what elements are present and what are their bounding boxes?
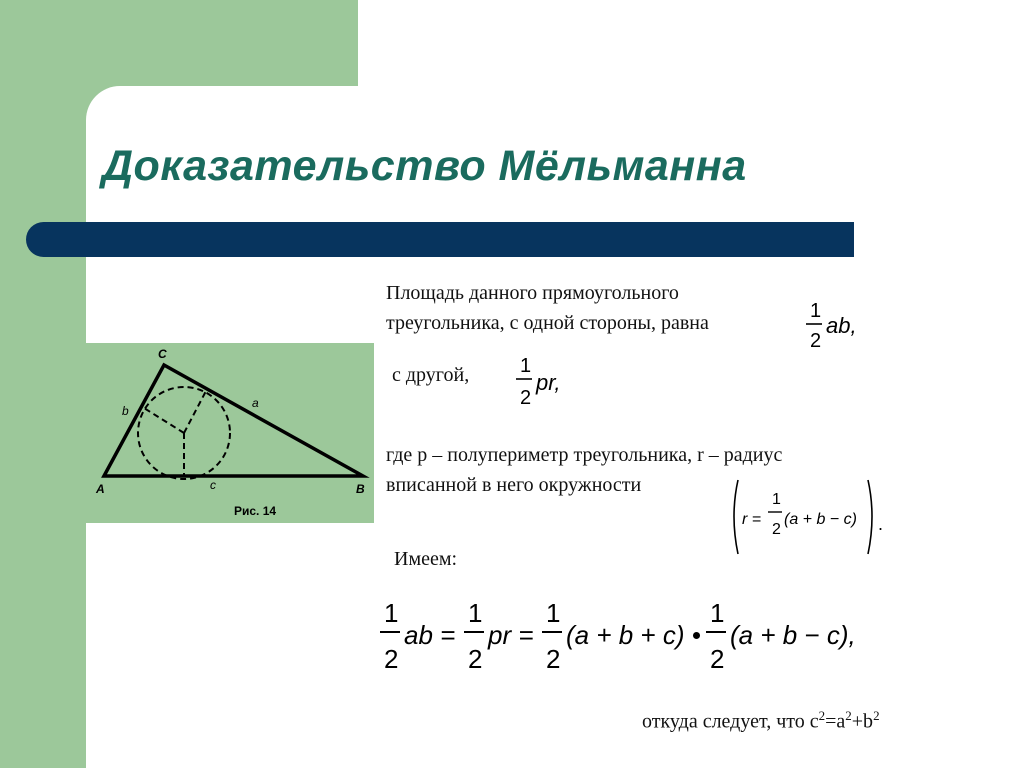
big-term-2: pr =	[488, 620, 534, 650]
side-label-a: a	[252, 396, 259, 410]
right-paren	[868, 480, 872, 554]
big-term-3: (a + b + c) •	[566, 620, 701, 650]
text-line-3: с другой,	[392, 364, 470, 386]
big-term-4: (a + b − c),	[730, 620, 856, 650]
side-label-c: c	[210, 478, 216, 492]
conclusion-text	[642, 708, 880, 734]
abc-minus-term: (a + b − c)	[784, 511, 857, 528]
big-half-den-1: 2	[384, 644, 399, 674]
title-underline-bar	[26, 222, 854, 257]
big-half-num-3: 1	[546, 598, 561, 628]
text-line-6: Имеем:	[394, 548, 458, 570]
side-label-b: b	[122, 404, 129, 418]
half-num: 1	[810, 300, 822, 322]
big-half-den-4: 2	[710, 644, 725, 674]
left-paren	[734, 480, 738, 554]
white-top-area	[358, 0, 1024, 86]
sup-c: 2	[818, 708, 826, 723]
text-line-1: Площадь данного прямоугольного	[386, 282, 679, 304]
sup-a: 2	[845, 708, 852, 723]
triangle-diagram	[86, 343, 374, 523]
text-line-4: где p – полупериметр треугольника, r – радиус	[386, 444, 783, 466]
sup-b: 2	[873, 708, 880, 723]
vertex-label-b: B	[356, 482, 365, 496]
formula-half-pr	[510, 348, 580, 418]
big-half-num-1: 1	[384, 598, 399, 628]
conclusion-pre: откуда следует, что c	[642, 710, 819, 733]
r-equals: r =	[742, 511, 762, 528]
half-den-3: 2	[772, 521, 781, 538]
big-half-num-4: 1	[710, 598, 725, 628]
big-half-num-2: 1	[468, 598, 483, 628]
big-half-den-2: 2	[468, 644, 483, 674]
text-line-2: треугольника, с одной стороны, равна	[386, 312, 709, 334]
period: .	[878, 514, 884, 534]
big-half-den-3: 2	[546, 644, 561, 674]
conclusion-mid: =a	[825, 710, 846, 733]
radius-to-a	[184, 391, 206, 433]
triangle-figure	[86, 343, 374, 523]
text-line-5: вписанной в него окружности	[386, 474, 642, 496]
vertex-label-a: A	[96, 482, 105, 496]
half-den-2: 2	[520, 387, 532, 409]
ab-term: ab,	[826, 313, 857, 338]
figure-caption: Рис. 14	[234, 504, 277, 518]
half-num-3: 1	[772, 491, 781, 508]
radius-to-b	[144, 408, 184, 433]
pr-term: pr,	[536, 370, 561, 395]
half-num-2: 1	[520, 355, 532, 377]
formula-radius	[728, 474, 898, 564]
right-triangle	[104, 365, 363, 476]
conclusion-end: +b	[851, 710, 874, 733]
formula-main	[376, 592, 876, 684]
vertex-label-c: C	[158, 347, 167, 361]
slide-title: Доказательство Мёльманна	[102, 142, 747, 190]
formula-half-ab	[800, 295, 870, 357]
big-term-1: ab =	[404, 620, 456, 650]
half-den: 2	[810, 330, 822, 352]
